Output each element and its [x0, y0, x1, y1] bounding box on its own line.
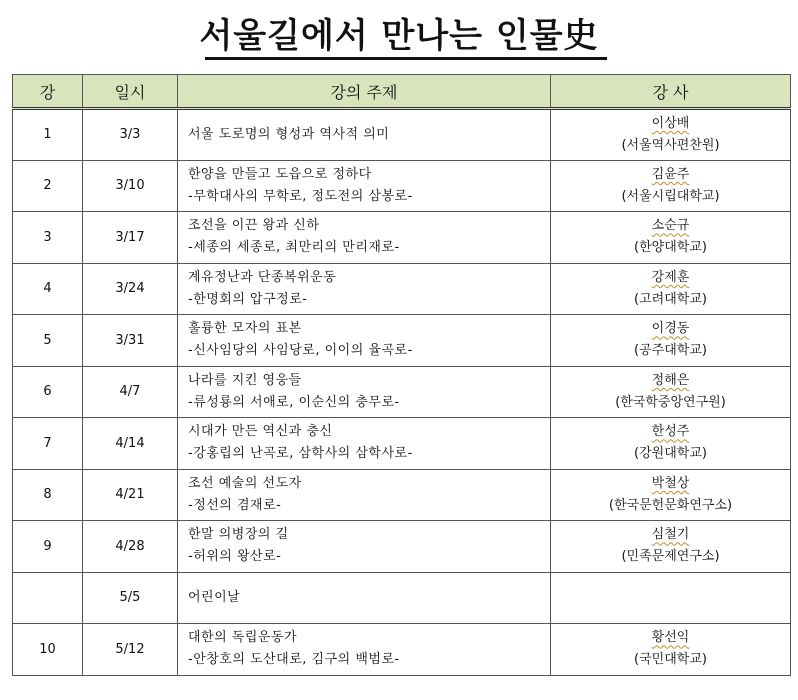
lecture-number [13, 572, 83, 624]
lecturer-name: 한성주 [651, 424, 690, 440]
lecturer-affiliation: (국민대학교) [634, 652, 707, 668]
lecture-subtopic: -강홍립의 난곡로, 삼학사의 삼학사로- [188, 446, 413, 462]
table-row [13, 624, 791, 676]
header-topic: 강의 주제 [178, 75, 551, 109]
header-lecture-number: 강 [13, 75, 83, 109]
lecturer-name: 이경동 [651, 321, 690, 337]
lecturer-cell [551, 366, 791, 418]
lecture-topic: 조선 예술의 선도자 [188, 475, 302, 491]
lecture-number: 8 [13, 469, 83, 521]
lecturer-name: 황선익 [651, 630, 690, 646]
lecture-schedule-table [12, 74, 791, 676]
table-row [13, 160, 791, 212]
lecture-date: 3/10 [83, 160, 178, 212]
lecture-number: 5 [13, 315, 83, 367]
table-row [13, 418, 791, 470]
lecture-date: 3/3 [83, 109, 178, 161]
lecturer-cell [551, 263, 791, 315]
lecturer-name: 소순규 [651, 218, 690, 234]
lecture-subtopic: -류성룡의 서애로, 이순신의 충무로- [188, 394, 400, 410]
lecture-topic: 한말 의병장의 길 [188, 527, 289, 543]
lecture-topic-cell [178, 366, 551, 418]
lecture-number: 10 [13, 624, 83, 676]
table-header-row [13, 75, 791, 109]
lecture-topic: 시대가 만든 역신과 충신 [188, 424, 333, 440]
lecture-date: 4/28 [83, 521, 178, 573]
table-row [13, 469, 791, 521]
lecturer-affiliation: (서울시립대학교) [621, 188, 720, 204]
lecture-topic-cell [178, 263, 551, 315]
lecture-topic-cell [178, 572, 551, 624]
lecture-topic-cell [178, 418, 551, 470]
lecturer-cell [551, 469, 791, 521]
lecture-date: 3/17 [83, 212, 178, 264]
lecture-topic-cell [178, 521, 551, 573]
lecture-number: 9 [13, 521, 83, 573]
lecture-subtopic: -한명회의 압구정로- [188, 291, 308, 307]
lecture-subtopic: -안창호의 도산대로, 김구의 백범로- [188, 652, 400, 668]
lecturer-name: 이상배 [651, 115, 690, 131]
lecturer-affiliation: (한국학중앙연구원) [615, 394, 726, 410]
lecture-number: 7 [13, 418, 83, 470]
lecture-topic: 서울 도로명의 형성과 역사적 의미 [188, 126, 390, 142]
header-date: 일시 [83, 75, 178, 109]
lecture-date: 4/14 [83, 418, 178, 470]
lecture-topic-cell [178, 109, 551, 161]
lecture-subtopic: -정선의 겸재로- [188, 497, 282, 513]
lecturer-cell [551, 521, 791, 573]
header-lecturer: 강 사 [551, 75, 791, 109]
lecture-number: 3 [13, 212, 83, 264]
lecturer-affiliation: (서울역사편찬원) [621, 137, 720, 153]
lecture-topic: 어린이날 [188, 589, 241, 605]
lecturer-name: 박철상 [651, 475, 690, 491]
lecture-topic-cell [178, 160, 551, 212]
table-row [13, 366, 791, 418]
lecturer-cell [551, 572, 791, 624]
lecturer-cell [551, 212, 791, 264]
lecture-topic: 나라를 지킨 영웅들 [188, 372, 302, 388]
lecture-date: 4/21 [83, 469, 178, 521]
lecturer-affiliation: (공주대학교) [634, 343, 707, 359]
lecture-topic-cell [178, 469, 551, 521]
lecture-subtopic: -허위의 왕산로- [188, 549, 282, 565]
lecture-number: 1 [13, 109, 83, 161]
lecture-subtopic: -무학대사의 무학로, 정도전의 삼봉로- [188, 188, 413, 204]
lecture-topic: 조선을 이끈 왕과 신하 [188, 218, 320, 234]
lecturer-affiliation: (한국문헌문화연구소) [608, 497, 733, 513]
title-underline [205, 57, 607, 60]
lecture-topic-cell [178, 624, 551, 676]
lecturer-affiliation: (민족문제연구소) [621, 549, 720, 565]
lecturer-affiliation: (강원대학교) [634, 446, 707, 462]
table-row [13, 572, 791, 624]
lecturer-cell [551, 160, 791, 212]
lecture-topic: 계유정난과 단종복위운동 [188, 269, 337, 285]
table-row [13, 521, 791, 573]
lecture-date: 3/24 [83, 263, 178, 315]
table-row [13, 263, 791, 315]
lecture-subtopic: -신사임당의 사임당로, 이이의 율곡로- [188, 343, 413, 359]
lecture-topic-cell [178, 315, 551, 367]
lecturer-name: 정해은 [651, 372, 690, 388]
lecturer-name: 심철기 [651, 527, 690, 543]
lecturer-cell [551, 315, 791, 367]
lecturer-cell [551, 109, 791, 161]
lecturer-name: 강제훈 [651, 269, 690, 285]
lecturer-affiliation: (고려대학교) [634, 291, 707, 307]
lecture-subtopic: -세종의 세종로, 최만리의 만리재로- [188, 240, 400, 256]
lecturer-cell [551, 418, 791, 470]
lecture-number: 2 [13, 160, 83, 212]
lecture-topic-cell [178, 212, 551, 264]
lecture-number: 4 [13, 263, 83, 315]
lecture-date: 5/12 [83, 624, 178, 676]
lecture-date: 5/5 [83, 572, 178, 624]
lecture-topic: 한양을 만들고 도읍으로 정하다 [188, 166, 372, 182]
lecture-topic: 대한의 독립운동가 [188, 630, 298, 646]
lecturer-affiliation: (한양대학교) [634, 240, 707, 256]
lecturer-name: 김윤주 [651, 166, 690, 182]
lecturer-cell [551, 624, 791, 676]
table-row [13, 109, 791, 161]
lecture-number: 6 [13, 366, 83, 418]
lecture-date: 4/7 [83, 366, 178, 418]
lecture-date: 3/31 [83, 315, 178, 367]
page-title: 서울길에서 만나는 인물史 [199, 16, 599, 56]
table-row [13, 315, 791, 367]
lecture-topic: 훌륭한 모자의 표본 [188, 321, 302, 337]
table-row [13, 212, 791, 264]
